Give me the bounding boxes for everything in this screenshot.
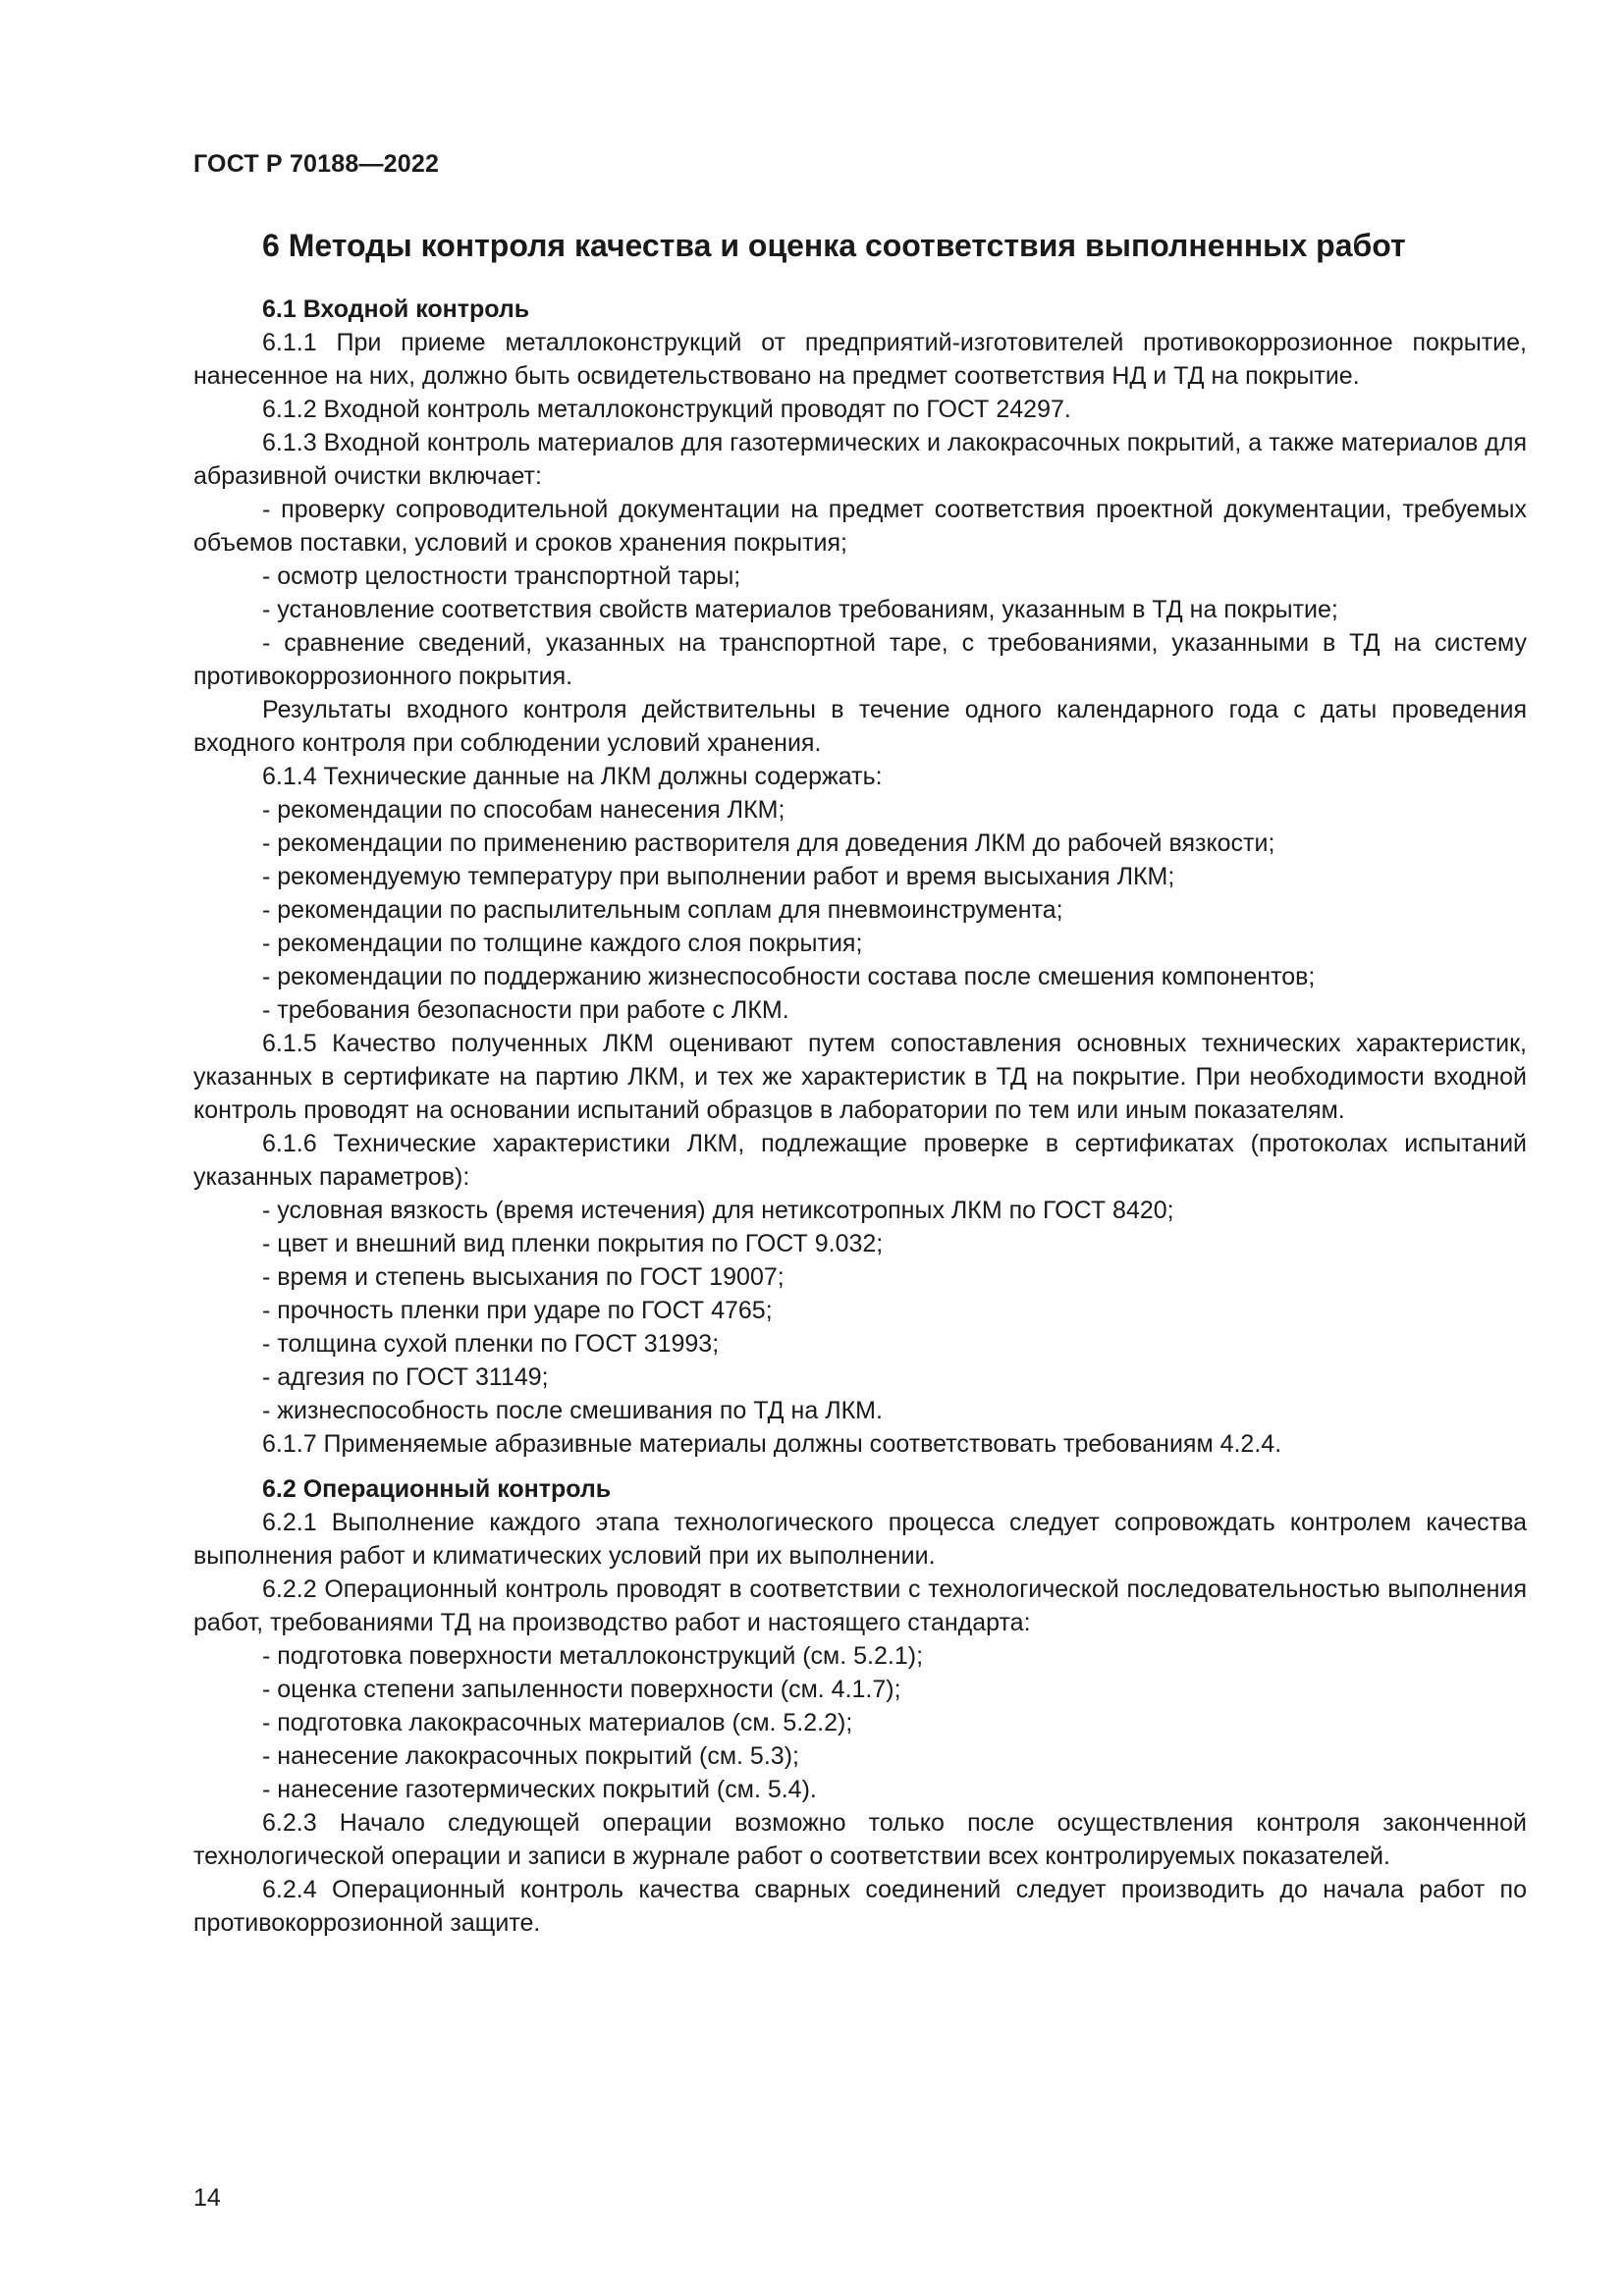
- list-item: - адгезия по ГОСТ 31149;: [262, 1363, 549, 1391]
- list-item: - жизнеспособность после смешивания по ТД на ЛКМ.: [262, 1397, 883, 1424]
- list-item: - рекомендации по применению растворителя для доведения ЛКМ до рабочей вязкости;: [262, 829, 1275, 857]
- list-item: - подготовка поверхности металлоконструкций (см. 5.2.1);: [262, 1642, 924, 1670]
- list-item: - подготовка лакокрасочных материалов (см. 5.2.2);: [262, 1709, 853, 1736]
- page-number: 14: [193, 2184, 221, 2212]
- paragraph-6-1-1: 6.1.1 При приеме металлоконструкций от предприятий-изготовителей противокоррозионное покрытие, нанесенное на них, должно быть освидетельствовано на предмет соответствия НД и ТД на покрытие.: [193, 329, 1527, 390]
- paragraph-6-1-2: 6.1.2 Входной контроль металлоконструкций проводят по ГОСТ 24297.: [262, 396, 1071, 423]
- list-item: - время и степень высыхания по ГОСТ 19007;: [262, 1263, 785, 1291]
- paragraph-6-2-1: 6.2.1 Выполнение каждого этапа технологического процесса следует сопровождать контролем качества выполнения работ и климатических условий при их выполнении.: [193, 1509, 1527, 1570]
- list-item: - рекомендуемую температуру при выполнении работ и время высыхания ЛКМ;: [262, 863, 1175, 890]
- list-item: - требования безопасности при работе с ЛКМ.: [262, 996, 789, 1024]
- paragraph-6-2-4: 6.2.4 Операционный контроль качества сварных соединений следует производить до начала работ по противокоррозионной защите.: [193, 1876, 1527, 1937]
- list-item: - прочность пленки при ударе по ГОСТ 4765;: [262, 1297, 773, 1324]
- subsection-heading-6-2: 6.2 Операционный контроль: [262, 1475, 612, 1503]
- section-title: 6 Методы контроля качества и оценка соответствия выполненных работ: [262, 228, 1406, 263]
- paragraph-6-1-7: 6.1.7 Применяемые абразивные материалы должны соответствовать требованиям 4.2.4.: [262, 1430, 1282, 1458]
- list-item: - осмотр целостности транспортной тары;: [262, 562, 741, 590]
- document-body: [193, 293, 1527, 1940]
- list-item: - цвет и внешний вид пленки покрытия по ГОСТ 9.032;: [262, 1230, 884, 1257]
- list-item: - установление соответствия свойств материалов требованиям, указанным в ТД на покрытие;: [262, 596, 1338, 623]
- document-code: ГОСТ Р 70188—2022: [193, 150, 440, 178]
- list-item: - нанесение газотермических покрытий (см. 5.4).: [262, 1776, 817, 1803]
- paragraph-6-1-4: 6.1.4 Технические данные на ЛКМ должны содержать:: [262, 763, 883, 790]
- list-item: - условная вязкость (время истечения) для нетиксотропных ЛКМ по ГОСТ 8420;: [262, 1197, 1174, 1224]
- list-item: - нанесение лакокрасочных покрытий (см. 5.3);: [262, 1742, 799, 1770]
- list-item: - оценка степени запыленности поверхности (см. 4.1.7);: [262, 1676, 901, 1703]
- list-item: - сравнение сведений, указанных на транспортной таре, с требованиями, указанными в ТД на систему противокоррозионного покрытия.: [193, 629, 1527, 690]
- paragraph-6-1-3: 6.1.3 Входной контроль материалов для газотермических и лакокрасочных покрытий, а также материалов для абразивной очистки включает:: [193, 429, 1527, 490]
- paragraph-6-1-5: 6.1.5 Качество полученных ЛКМ оценивают путем сопоставления основных технических характеристик, указанных в сертификате на партию ЛКМ, и тех же характеристик в ТД на покрытие. При необходимости входной контроль проводят на основании испытаний образцов в лаборатории по тем или иным показателям.: [193, 1030, 1527, 1124]
- paragraph-6-1-6: 6.1.6 Технические характеристики ЛКМ, подлежащие проверке в сертификатах (протоколах испытаний указанных параметров):: [193, 1130, 1527, 1191]
- list-item: - рекомендации по способам нанесения ЛКМ;: [262, 796, 785, 824]
- paragraph-results: Результаты входного контроля действительны в течение одного календарного года с даты проведения входного контроля при соблюдении условий хранения.: [193, 696, 1527, 757]
- paragraph-6-2-2: 6.2.2 Операционный контроль проводят в соответствии с технологической последовательностью выполнения работ, требованиями ТД на производство работ и настоящего стандарта:: [193, 1575, 1527, 1636]
- list-item: - толщина сухой пленки по ГОСТ 31993;: [262, 1330, 720, 1358]
- paragraph-6-2-3: 6.2.3 Начало следующей операции возможно только после осуществления контроля законченной технологической операции и записи в журнале работ о соответствии всех контролируемых показателей.: [193, 1809, 1527, 1870]
- list-item: - проверку сопроводительной документации на предмет соответствия проектной документации, требуемых объемов поставки, условий и сроков хранения покрытия;: [193, 496, 1527, 557]
- list-item: - рекомендации по толщине каждого слоя покрытия;: [262, 930, 863, 957]
- list-item: - рекомендации по распылительным соплам для пневмоинструмента;: [262, 896, 1063, 924]
- list-item: - рекомендации по поддержанию жизнеспособности состава после смешения компонентов;: [262, 963, 1316, 990]
- subsection-heading-6-1: 6.1 Входной контроль: [262, 295, 530, 323]
